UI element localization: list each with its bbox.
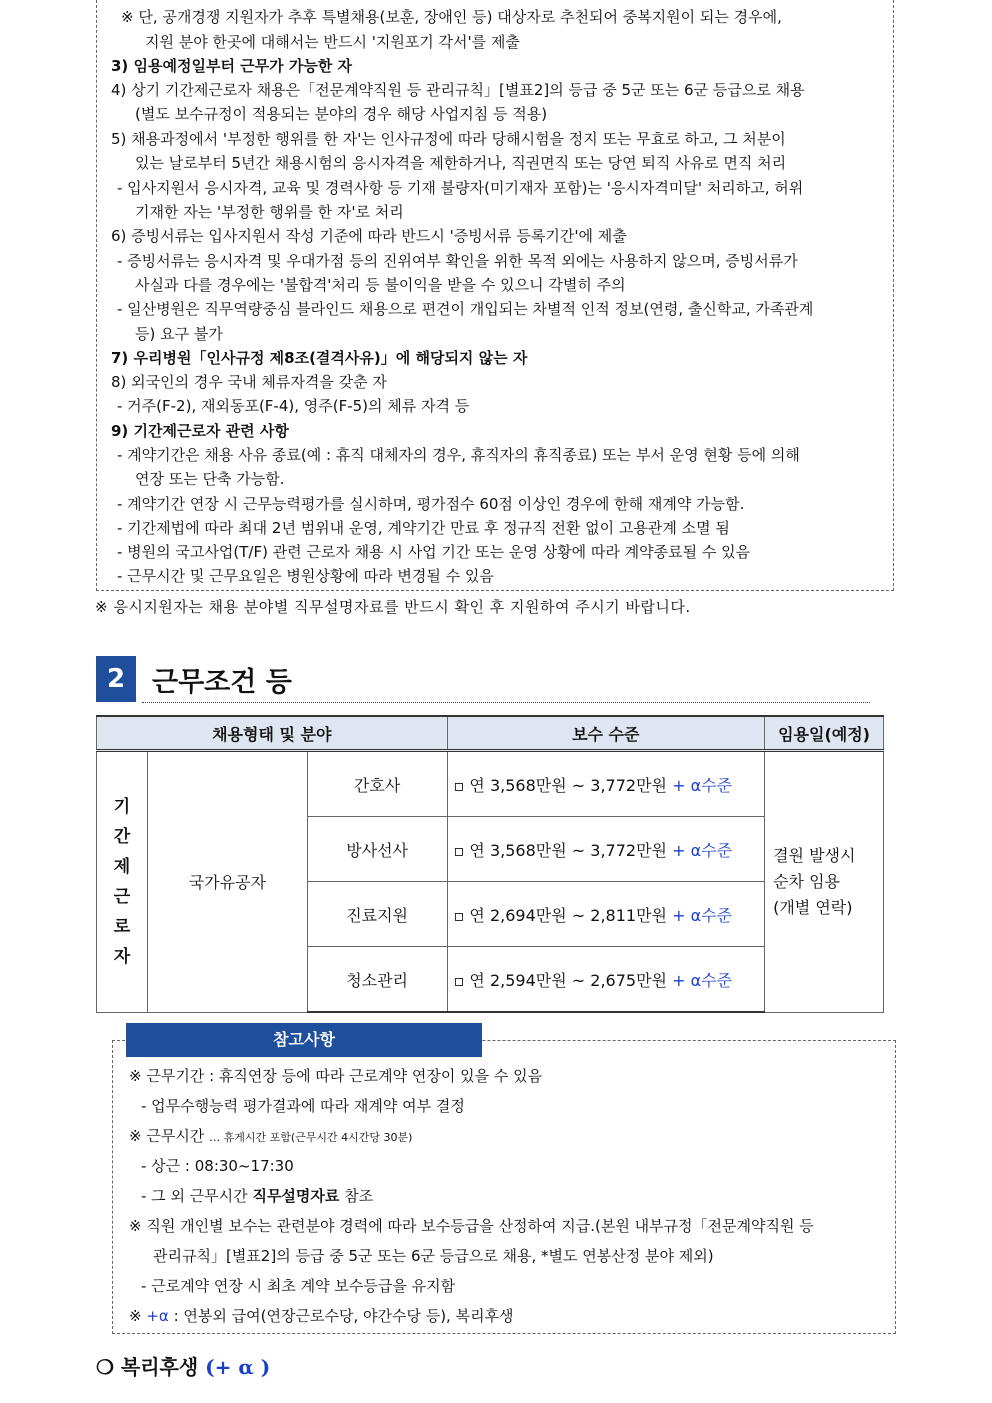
pay-cell bbox=[447, 751, 765, 817]
requirement-6-sub-cont: 사실과 다를 경우에는 '불합격'처리 등 불이익을 받을 수 있으니 각별히 주의 bbox=[135, 276, 626, 294]
requirement-8-sub: - 거주(F-2), 재외동포(F-4), 영주(F-5)의 체류 자격 등 bbox=[117, 397, 470, 415]
type-char: 간 bbox=[113, 826, 131, 847]
job-cell: 방사선사 bbox=[307, 817, 447, 882]
welfare-alpha: (+ α ) bbox=[205, 1355, 271, 1379]
ref-line: - 근로계약 연장 시 최초 계약 보수등급을 유지함 bbox=[141, 1277, 456, 1295]
note-line: 지원 분야 한곳에 대해서는 반드시 '지원포기 각서'를 제출 bbox=[145, 33, 520, 51]
header-pay-level: 보수 수준 bbox=[447, 716, 765, 751]
section-title: 근무조건 등 bbox=[152, 667, 292, 698]
reference-header: 참고사항 bbox=[126, 1023, 482, 1057]
requirement-5-sub-cont: 기재한 자는 '부정한 행위를 한 자'로 처리 bbox=[135, 203, 404, 221]
pay-range: ▫ 연 3,568만원 ~ 3,772만원 bbox=[453, 840, 667, 860]
start-date-line: 결원 발생시 bbox=[773, 845, 856, 865]
requirement-7: 7) 우리병원「인사규정 제8조(결격사유)」에 해당되지 않는 자 bbox=[111, 349, 528, 367]
ref-line bbox=[129, 1125, 412, 1146]
requirement-9-sub2: - 계약기간 연장 시 근무능력평가를 실시하며, 평가점수 60점 이상인 경우에 한해 재계약 가능함. bbox=[117, 495, 745, 513]
pay-alpha: + α수준 bbox=[672, 840, 733, 860]
requirement-9-sub4: - 병원의 국고사업(T/F) 관련 근로자 채용 시 사업 기간 또는 운영 상황에 따라 계약종료될 수 있음 bbox=[117, 543, 751, 561]
reference-box bbox=[112, 1040, 896, 1334]
section-number: 2 bbox=[96, 656, 136, 702]
requirement-9-sub5: - 근무시간 및 근무요일은 병원상황에 따라 변경될 수 있음 bbox=[117, 567, 494, 585]
table-row bbox=[97, 751, 884, 817]
start-date-cell bbox=[765, 751, 884, 1013]
pay-range: ▫ 연 3,568만원 ~ 3,772만원 bbox=[453, 775, 667, 795]
pay-alpha: + α수준 bbox=[672, 775, 733, 795]
ref-line: 관리규칙」[별표2]의 등급 중 5군 또는 6군 등급으로 채용, *별도 연봉산정 분야 제외) bbox=[153, 1247, 714, 1265]
pay-range: ▫ 연 2,694만원 ~ 2,811만원 bbox=[453, 905, 667, 925]
requirement-5: 5) 채용과정에서 '부정한 행위를 한 자'는 인사규정에 따라 당해시험을 정지 또는 무효로 하고, 그 처분이 bbox=[111, 130, 786, 148]
ref-break-note: … 휴게시간 포함(근무시간 4시간당 30분) bbox=[209, 1131, 413, 1144]
pay-cell bbox=[447, 882, 765, 947]
employment-type-cell bbox=[97, 751, 148, 1013]
requirement-5-cont: 있는 날로부터 5년간 채용시험의 응시자격을 제한하거나, 직권면직 또는 당연 퇴직 사유로 면직 처리 bbox=[135, 154, 787, 172]
ref-line: - 업무수행능력 평가결과에 따라 재계약 여부 결정 bbox=[141, 1097, 465, 1115]
job-cell: 간호사 bbox=[307, 751, 447, 817]
ref-see: 참조 bbox=[344, 1187, 374, 1205]
type-char: 자 bbox=[113, 946, 131, 967]
requirement-9-sub3: - 기간제법에 따라 최대 2년 범위내 운영, 계약기간 만료 후 정규직 전환 없이 고용관계 소멸 됨 bbox=[117, 519, 730, 537]
pay-alpha: + α수준 bbox=[672, 970, 733, 990]
requirement-8: 8) 외국인의 경우 국내 체류자격을 갖춘 자 bbox=[111, 373, 387, 391]
conditions-table bbox=[96, 715, 884, 1013]
requirement-4-note: (별도 보수규정이 적용되는 분야의 경우 해당 사업지침 등 적용) bbox=[135, 105, 548, 123]
ref-alpha-desc: : 연봉외 급여(연장근로수당, 야간수당 등), 복리후생 bbox=[173, 1307, 514, 1325]
ref-work-hours: ※ 근무시간 bbox=[129, 1127, 205, 1145]
requirement-6-sub2-cont: 등) 요구 불가 bbox=[135, 325, 223, 343]
job-description-notice: ※ 응시지원자는 채용 분야별 직무설명자료를 반드시 확인 후 지원하여 주시기 바랍니다. bbox=[95, 598, 691, 616]
requirement-6-sub2: - 일산병원은 직무역량중심 블라인드 채용으로 편견이 개입되는 차별적 인적 정보(연령, 출신학교, 가족관계 bbox=[117, 300, 814, 318]
requirement-9-sub-cont: 연장 또는 단축 가능함. bbox=[135, 470, 285, 488]
ref-line: - 상근 : 08:30~17:30 bbox=[141, 1157, 294, 1175]
ref-alpha: +α bbox=[146, 1307, 169, 1325]
ref-line bbox=[129, 1305, 514, 1326]
pay-cell bbox=[447, 817, 765, 882]
requirement-6-sub: - 증빙서류는 응시자격 및 우대가점 등의 진위여부 확인을 위한 목적 외에는 사용하지 않으며, 증빙서류가 bbox=[117, 252, 798, 270]
requirement-4: 4) 상기 기간제근로자 채용은「전문계약직원 등 관리규칙」[별표2]의 등급 중 5군 또는 6군 등급으로 채용 bbox=[111, 81, 805, 99]
requirement-3: 3) 임용예정일부터 근무가 가능한 자 bbox=[111, 57, 353, 75]
welfare-title: ❍ 복리후생 bbox=[96, 1355, 199, 1379]
job-cell: 청소관리 bbox=[307, 947, 447, 1013]
type-char: 로 bbox=[113, 916, 131, 937]
header-start-date: 임용일(예정) bbox=[765, 716, 884, 751]
start-date-line: 순차 임용 bbox=[773, 871, 840, 891]
pay-cell bbox=[447, 947, 765, 1013]
job-cell: 진료지원 bbox=[307, 882, 447, 947]
section-divider bbox=[142, 702, 870, 703]
requirement-6: 6) 증빙서류는 입사지원서 작성 기준에 따라 반드시 '증빙서류 등록기간'에 제출 bbox=[111, 227, 627, 245]
note-line: ※ 단, 공개경쟁 지원자가 추후 특별채용(보훈, 장애인 등) 대상자로 추천되어 중복지원이 되는 경우에, bbox=[121, 8, 782, 26]
ref-line: ※ 근무기간 : 휴직연장 등에 따라 근로계약 연장이 있을 수 있음 bbox=[129, 1067, 543, 1085]
type-char: 제 bbox=[113, 856, 131, 877]
table-header-row bbox=[97, 716, 884, 751]
pay-range: ▫ 연 2,594만원 ~ 2,675만원 bbox=[453, 970, 667, 990]
type-char: 근 bbox=[113, 886, 131, 907]
requirement-5-sub: - 입사지원서 응시자격, 교육 및 경력사항 등 기재 불량자(미기재자 포함)는 '응시자격미달' 처리하고, 허위 bbox=[117, 179, 804, 197]
ref-job-description: 직무설명자료 bbox=[252, 1187, 340, 1205]
pay-alpha: + α수준 bbox=[672, 905, 733, 925]
start-date-line: (개별 연락) bbox=[773, 897, 853, 917]
ref-line: ※ 직원 개인별 보수는 관련분야 경력에 따라 보수등급을 산정하여 지급.(본원 내부규정「전문계약직원 등 bbox=[129, 1217, 814, 1235]
type-char: 기 bbox=[113, 796, 131, 817]
welfare-heading bbox=[96, 1351, 270, 1380]
header-employment-type: 채용형태 및 분야 bbox=[97, 716, 448, 751]
requirement-9: 9) 기간제근로자 관련 사항 bbox=[111, 422, 289, 440]
category-cell: 국가유공자 bbox=[147, 751, 307, 1013]
requirement-9-sub: - 계약기간은 채용 사유 종료(예 : 휴직 대체자의 경우, 휴직자의 휴직종료) 또는 부서 운영 현황 등에 의해 bbox=[117, 446, 800, 464]
ref-line bbox=[141, 1185, 373, 1206]
ref-other-hours: - 그 외 근무시간 bbox=[141, 1187, 248, 1205]
requirements-box bbox=[96, 0, 894, 591]
ref-mark: ※ bbox=[129, 1307, 142, 1325]
